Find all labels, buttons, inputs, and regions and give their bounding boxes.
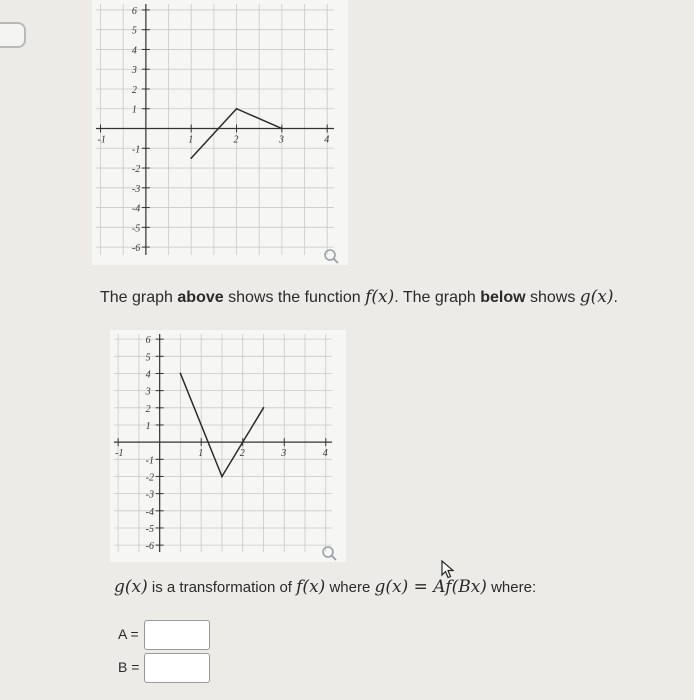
graph-f-background xyxy=(92,0,348,265)
graph-g-y-tick-label: -2 xyxy=(145,472,155,484)
graph-f-x-tick-label: 4 xyxy=(324,134,330,146)
graph-g-x-tick-label: 3 xyxy=(281,448,287,460)
answer-b-label: B = xyxy=(118,659,140,675)
f-of-x: f(x) xyxy=(365,287,395,307)
graph-f-x-tick-label: 3 xyxy=(278,134,284,146)
graph-g xyxy=(110,330,346,562)
mouse-cursor-icon xyxy=(441,560,457,585)
graph-g-y-tick-label: 5 xyxy=(145,352,151,364)
graph-f-function-vertex xyxy=(190,157,192,159)
transform-formula: Af(Bx) xyxy=(433,577,487,597)
graph-f-y-tick-label: -4 xyxy=(131,203,141,215)
side-tab-handle[interactable] xyxy=(0,22,26,48)
graph-g-y-tick-label: -1 xyxy=(145,455,155,467)
graph-f-y-tick-label: 5 xyxy=(131,25,137,37)
graph-g-y-tick-label: 6 xyxy=(145,335,151,347)
answer-a-label: A = xyxy=(118,626,139,642)
graph-f-y-tick-label: 4 xyxy=(131,45,137,57)
intro-below: below xyxy=(480,289,526,306)
graph-g-y-tick-label: -3 xyxy=(145,489,155,501)
question-intro xyxy=(100,287,618,307)
graph-f-y-tick-label: 1 xyxy=(131,104,137,116)
graph-g-y-tick-label: 2 xyxy=(145,403,151,415)
graph-g-plot xyxy=(110,330,346,562)
graph-f-y-tick-label: 2 xyxy=(131,84,137,96)
graph-g-x-tick-label: 4 xyxy=(322,448,328,460)
graph-g-y-tick-label: 1 xyxy=(145,420,151,432)
transform-text-3: where: xyxy=(486,579,537,596)
intro-text-3: . The graph xyxy=(394,289,481,306)
graph-g-function-vertex xyxy=(221,476,223,478)
graph-g-y-tick-label: 3 xyxy=(145,386,151,398)
g-of-x: g(x) xyxy=(579,287,614,307)
transformation-statement xyxy=(114,577,536,597)
graph-f xyxy=(92,0,348,265)
graph-g-x-tick-label: 2 xyxy=(239,448,245,460)
graph-f-plot xyxy=(92,0,348,265)
graph-f-y-tick-label: -3 xyxy=(131,183,141,195)
graph-g-y-tick-label: -6 xyxy=(145,541,155,553)
graph-f-x-tick-label: 2 xyxy=(233,134,239,146)
intro-text-1: The graph xyxy=(100,289,178,306)
graph-f-y-tick-label: -1 xyxy=(131,144,141,156)
transform-g2: g(x) xyxy=(374,577,409,597)
graph-f-function-vertex xyxy=(236,108,238,110)
intro-text-4: shows xyxy=(525,289,580,306)
graph-f-x-tick-label: -1 xyxy=(97,134,106,146)
intro-above: above xyxy=(177,289,224,306)
answer-b-input[interactable] xyxy=(144,653,210,683)
answer-a-input[interactable] xyxy=(144,620,210,650)
graph-f-y-tick-label: -2 xyxy=(131,164,141,176)
graph-f-x-tick-label: 1 xyxy=(188,134,194,146)
transform-g: g(x) xyxy=(114,577,148,597)
graph-f-y-tick-label: 3 xyxy=(131,65,137,77)
graph-f-y-tick-label: -5 xyxy=(131,223,141,235)
transform-text-2: where xyxy=(325,579,375,596)
graph-g-x-tick-label: 1 xyxy=(198,448,204,460)
transform-equals: = xyxy=(408,577,434,597)
graph-g-y-tick-label: -4 xyxy=(145,506,155,518)
graph-g-y-tick-label: 4 xyxy=(145,369,151,381)
transform-text-1: is a transformation of xyxy=(147,579,297,596)
graph-g-y-tick-label: -5 xyxy=(145,523,155,535)
graph-g-x-tick-label: -1 xyxy=(115,448,124,460)
graph-f-y-tick-label: -6 xyxy=(131,243,141,255)
intro-period: . xyxy=(613,289,618,306)
graph-f-y-tick-label: 6 xyxy=(131,5,137,17)
graph-g-function-vertex xyxy=(180,373,182,375)
transform-f: f(x) xyxy=(296,577,326,597)
graph-f-function-vertex xyxy=(281,128,283,130)
intro-text-2: shows the function xyxy=(223,289,366,306)
graph-g-function-vertex xyxy=(263,407,265,409)
